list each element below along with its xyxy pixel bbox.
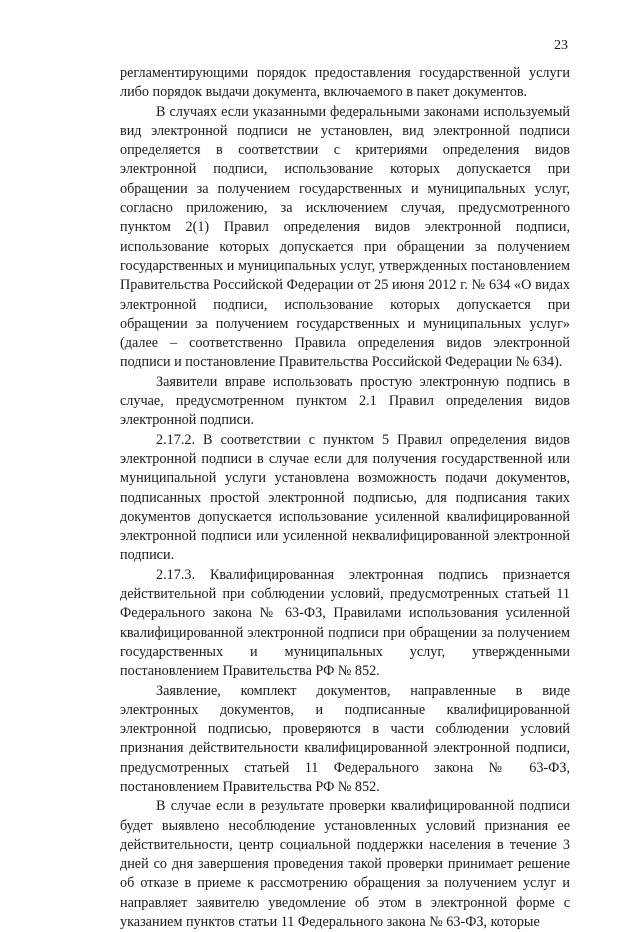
paragraph-rejection: В случае если в результате проверки квалифицированной подписи будет выявлено несоблюдение установленных условий признания ее действительности, центр социальной поддержки населения в течение 3 дней со дня завершения проведения такой проверки принимает решение об отказе в приеме к рассмотрению обращения за получением услуг и направляет заявителю уведомление об этом в электронной форме с указанием пунктов статьи 11 Федерального закона № 63-ФЗ, которые (120, 798, 570, 931)
page-number: 23 (554, 38, 568, 53)
document-body (120, 64, 570, 932)
paragraph-2-17-2: 2.17.2. В соответствии с пунктом 5 Правил определения видов электронной подписи в случае если для получения государственной или муниципальной услуги установлена возможность подачи документов, подписанных простой электронной подписью, для подписания таких документов допускается использование усиленной квалифицированной электронной подписи или усиленной неквалифицированной электронной подписи. (120, 431, 570, 564)
paragraph-signature-type: В случаях если указанными федеральными законами используемый вид электронной подписи не установлен, вид электронной подписи определяется в соответствии с критериями определения видов электронной подписи, использование которых допускается при обращении за получением государственных и муниципальных услуг, согласно приложению, за исключением случая, предусмотренного пунктом 2(1) Правил определения видов электронной подписи, использование которых допускается при обращении за получением государственных и муниципальных услуг, утвержденных постановлением Правительства Российской Федерации от 25 июня 2012 г. № 634 «О видах электронной подписи, использование которых допускается при обращении за получением государственных и муниципальных услуг» (далее – соответственно Правила определения видов электронной подписи и постановление Правительства Российской Федерации № 634). (120, 103, 570, 371)
paragraph-simple-signature: Заявители вправе использовать простую электронную подпись в случае, предусмотренном пунктом 2.1 Правил определения видов электронной подписи. (120, 373, 570, 429)
paragraph-verification: Заявление, комплект документов, направленные в виде электронных документов, и подписанные квалифицированной электронной подписью, проверяются в части соблюдении условий признания действительности квалифицированной электронной подписи, предусмотренных статьей 11 Федерального закона № 63-ФЗ, постановлением Правительства РФ № 852. (120, 682, 570, 795)
paragraph-2-17-3: 2.17.3. Квалифицированная электронная подпись признается действительной при соблюдении условий, предусмотренных статьей 11 Федерального закона № 63-ФЗ, Правилами использования усиленной квалифицированной электронной подписи при обращении за получением государственных и муниципальных услуг, утвержденными постановлением Правительства РФ № 852. (120, 566, 570, 680)
paragraph-continuation: регламентирующими порядок предоставления государственной услуги либо порядок выдачи документа, включаемого в пакет документов. (120, 65, 570, 101)
